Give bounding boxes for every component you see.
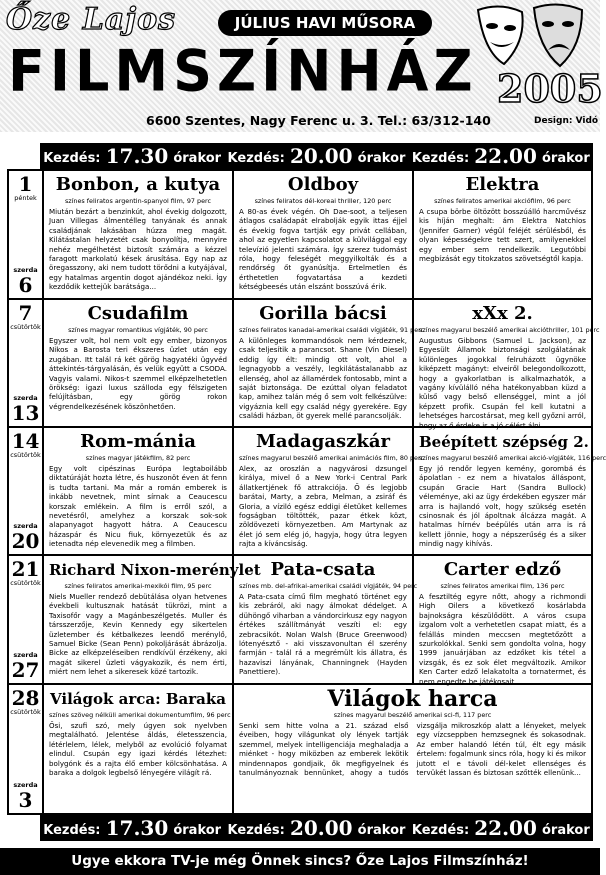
showtime-unit: órakor <box>542 151 590 166</box>
showtime-time: 17.30 <box>105 816 169 840</box>
film-title: Madagaszkár <box>255 431 391 452</box>
film-description: Alex, az oroszlán a nagyvárosi dzsungel királya, mivel ő a New York-i Central Park állatkertjének fő attrakciója. Ő és legjobb barátai, Marty, a zebra, Melman, a zsiráf és Gloria, a víziló egész eddigi életüket kellemes fogságban töltötték, pazar étkek közt, zöldövezeti környezetben. Am Martynak az élet jó sem elég jó, hagyja, hogy útra legyen rajta a kíváncsiság. <box>239 464 407 549</box>
week-row <box>9 685 591 813</box>
film-description: Miután bezárt a benzinkút, ahol évekig dolgozott, Juan Villegas álmentélleg tanyának és annak családjának lakásában húzza meg magát. Kilátástalan helyzetét csak bonyolítja, mennyire nehéz megélhetést biztosít számára a kézzel faragott markolatú kések árusítása. Egy nap az öregasszony, aki nem tudott törődni a kutyájával, egy hatalmas argentin dogot ajándékoz neki. Így kezdődik kettejük barátsága... <box>49 207 227 292</box>
week-row <box>9 556 591 685</box>
showtimes-bar-top <box>40 143 593 169</box>
film-title: Gorilla bácsi <box>259 303 387 324</box>
week-end-weekday: szerda <box>13 781 38 789</box>
film-cell <box>44 171 234 298</box>
film-title: Carter edző <box>443 559 562 580</box>
week-dates <box>9 171 44 298</box>
showtime-label: Kezdés: <box>43 823 101 838</box>
week-start-weekday: csütörtök <box>10 323 41 331</box>
footer-slogan: Ugye ekkora TV-je még Önnek sincs? Őze Lajos Filmszínház! <box>0 848 600 875</box>
film-cell <box>414 428 606 554</box>
month-banner: JÚLIUS HAVI MŰSORA <box>218 10 432 36</box>
film-cell <box>234 300 425 426</box>
showtime-time: 17.30 <box>105 144 169 168</box>
showtime-time: 20.00 <box>289 816 353 840</box>
showtime-label: Kezdés: <box>411 823 470 838</box>
week-end-date: 13 <box>11 401 40 425</box>
week-start-date: 28 <box>11 686 40 710</box>
film-info: színes feliratos amerikai film, 136 perc <box>440 582 565 590</box>
showtime-slot-1 <box>40 143 224 169</box>
week-start-date: 7 <box>18 301 33 325</box>
film-cell <box>234 428 424 554</box>
program-grid <box>7 169 606 815</box>
film-description: Egy jó rendőr legyen kemény, gorombá és ápolatlan - ez nem a hivatalos álláspont, csupán Gracie Hart (Sandra Bullock) véleménye, aki az ügy érdekében egyszer már arra is hajlandó volt, hogy szükség esetén csinosnak és jól ápoltnak álcázza magát. A hatalmas hírnév beépülés után arra is rá kellett jönnie, hogy a népszerűség és a siker mindig nagy kihívás. <box>419 464 586 549</box>
showtime-slot-3 <box>409 815 593 841</box>
showtime-slot-2 <box>224 143 408 169</box>
film-title: Világok arca: Baraka <box>50 690 226 708</box>
showtime-slot-3 <box>409 143 593 169</box>
showtime-slot-2 <box>224 815 408 841</box>
film-title: Beépített szépség 2. <box>419 433 589 451</box>
week-start-weekday: csütörtök <box>10 451 41 459</box>
film-title: Világok harca <box>327 686 498 712</box>
week-end-date: 20 <box>11 529 40 553</box>
week-dates <box>9 685 44 813</box>
week-end-date: 6 <box>18 273 33 297</box>
film-cell <box>414 556 591 686</box>
showtime-label: Kezdés: <box>411 151 470 166</box>
showtime-time: 20.00 <box>289 144 353 168</box>
showtime-label: Kezdés: <box>227 151 285 166</box>
film-title: Bonbon, a kutya <box>55 174 221 195</box>
film-cell <box>234 171 414 298</box>
film-title: Richard Nixon-merénylet <box>49 561 261 579</box>
film-info: színes magyarul beszélő amerikai animációs film, 80 perc <box>239 454 424 462</box>
week-end-weekday: szerda <box>13 522 38 530</box>
film-info: színes feliratos dél-koreai thriller, 120 perc <box>254 197 392 205</box>
week-dates <box>9 300 44 426</box>
brand-name-main: FILMSZÍNHÁZ <box>8 38 478 105</box>
film-cell <box>44 556 261 683</box>
film-info: színes magyar romantikus vígjáték, 90 perc <box>68 326 208 334</box>
film-title: Elektra <box>465 174 540 195</box>
film-description: A csupa börbe öltözött bosszúálló harcművész kis híján meghalt: ám Elektra Natchios (Jennifer Garner) végül feléjét sérülésből, és olyan képességekre tett szert, amilyenekkel egy ember sem rendelkezik. Legutóbbi megbízását egy titokzatos szövetségtől kapja. <box>419 207 586 264</box>
film-description: Egyszer volt, hol nem volt egy ember, bizonyos Nikos a Barosta teri ékszeres üzlet után egy zugában. Itt talál rá két görög hagyatéki ügyvéd áttekintés-tárgyalásán, és velük együtt a CSODA. Vagyis valami. Nikos-t szemmel elképzelhetetlen örökség: igazi luxus szálloda egy félszigeten felújításban, egy görög rokon végrendelkezésének köszönhetően. <box>49 336 227 411</box>
week-dates <box>9 428 44 554</box>
design-credit: Design: Vidó <box>534 116 599 126</box>
film-description: A fesztiltég egyre nőtt, ahogy a richmondi High Oilers a következő kosárlabda bajnokságra készülődött. A város csupa izgalom volt a verhetetlen csapat miatt, és a felállás minden meccsen megtetőzött a szurkolókkal. Senki sem gondolta volna, hogy 1999 januárjában az edzőket kis tétel a vizsgák, és ez sok élet megváltozik. Amikor Ken Carter edző lelakatolta a tornatermet, és nem engedte be játékosait. <box>419 592 586 686</box>
week-end-weekday: szerda <box>13 394 38 402</box>
film-description: A különleges kommandósok nem kérdeznek, csak teljesítik a parancsot. Shane (Vin Diesel) eddig így élt: mindig ott volt, ahol a legnagyobb a veszély, legkilátástalanabb az ellenség, ahol az államérdek fontosabb, mint a saját biztonsága. De ezúttal olyan feladatot kap, amihez talán még ő sem volt felkészülve: vigyáznia kell egy család négy gyerekére. Egy családi házban, öt gyerek mellé parancsolják. <box>239 336 407 421</box>
brand-name-top: Őze Lajos <box>6 2 176 37</box>
week-row <box>9 300 600 430</box>
film-info: színes feliratos argentin-spanyol film, 97 perc <box>64 197 212 205</box>
showtime-unit: órakor <box>542 823 590 838</box>
film-cell-wide <box>234 685 591 813</box>
film-cell <box>44 300 234 426</box>
week-start-weekday: péntek <box>14 194 37 202</box>
week-row <box>9 171 591 300</box>
week-start-weekday: csütörtök <box>10 708 41 716</box>
showtime-unit: órakor <box>357 151 406 166</box>
cinema-address: 6600 Szentes, Nagy Ferenc u. 3. Tel.: 63/312-140 <box>146 113 491 128</box>
film-title: Oldboy <box>287 174 359 195</box>
film-title: xXx 2. <box>472 303 533 324</box>
film-info: színes magyarul beszélő amerikai sci-fi, 117 perc <box>333 711 492 719</box>
film-info: színes magyarul beszélő amerikai akció-vígjáték, 116 perc <box>419 454 606 462</box>
showtime-slot-1 <box>40 815 224 841</box>
showtime-label: Kezdés: <box>43 151 101 166</box>
film-title: Rom-mánia <box>80 431 196 452</box>
week-end-weekday: szerda <box>13 266 38 274</box>
showtime-unit: órakor <box>357 823 406 838</box>
film-cell <box>44 428 234 554</box>
film-info: színes szöveg nélküli amerikai dokumentumfilm, 96 perc <box>49 711 231 719</box>
week-end-date: 3 <box>18 788 33 812</box>
film-cell <box>414 300 600 430</box>
film-cell <box>414 171 591 298</box>
week-start-date: 14 <box>11 429 40 453</box>
film-info: színes magyarul beszélő amerikai akcióthriller, 101 perc <box>419 326 600 334</box>
showtime-label: Kezdés: <box>227 823 285 838</box>
film-info: színes feliratos kanadai-amerikai családi vígjáték, 91 perc <box>239 326 425 334</box>
film-title: Pata-csata <box>270 559 376 580</box>
showtime-time: 22.00 <box>474 816 537 840</box>
film-description: A 80-as évek végén. Oh Dae-soot, a teljesen átlagos családapát elrabolják egyik ittas éjjel és évekig fogva tartják egy privát cellában, ahol az egyetlen kapcsolatot a külvilággal egy televízió jelenti számára. Így szerez tudomást róla, hogy feleségét meggyilkolták és a rendőrség őt gyanúsítja. Értelmetlen és érthetetlen fogvatartása a kezdeti kétségbeesés után elszánt bosszúvá érik. <box>239 207 407 292</box>
program-year: 2005 <box>497 66 603 111</box>
showtime-unit: órakor <box>173 823 222 838</box>
week-dates <box>9 556 44 683</box>
showtime-time: 22.00 <box>474 144 537 168</box>
film-title: Csudafilm <box>87 303 189 324</box>
week-end-weekday: szerda <box>13 651 38 659</box>
film-info: színes feliratos amerikai-mexikói film, 95 perc <box>64 582 212 590</box>
film-cell <box>234 556 418 683</box>
week-start-weekday: csütörtök <box>10 579 41 587</box>
week-row <box>9 428 606 556</box>
week-start-date: 21 <box>11 557 40 581</box>
film-cell <box>44 685 234 813</box>
film-info: színes magyar játékfilm, 82 perc <box>85 454 191 462</box>
theatre-masks-icon <box>470 2 590 72</box>
film-info: színes feliratos amerikai akciófilm, 96 perc <box>434 197 571 205</box>
showtimes-bar-bottom <box>40 815 593 841</box>
showtime-unit: órakor <box>173 151 222 166</box>
film-description: Niels Mueller rendező debütálása olyan hetvenes évekbeli kultusznak hatását tükrözi, mint a Taxisofőr vagy a Magánbeszélgetés. Muller és társszerzője, Kevin Kennedy egy sikertelen üzletember és kétbalkezes leendő merénylő, Samuel Bicke (Sean Penn) pokoljárását ábrázolja. Bicke az elképzeléseiben rendkívül érzékeny, aki magát sikerel üzleti vágyakozik, és nem érti, miért nem lehet a sikeresek közé tartozik. <box>49 592 227 677</box>
film-info: színes mb. del-afrikai-amerikai családi vígjáték, 94 perc <box>239 582 418 590</box>
week-start-date: 1 <box>18 172 33 196</box>
film-description: A Pata-csata című film megható történet egy kis zebráról, aki nagy álmokat dédelget. A dühöngő viharban a vándorcirkusz egy nagyon értékes szállítmányát veszíti el: egy zebracsikót. Nolan Walsh (Bruce Greenwood) lótenyésztő - aki visszavonultan él szerény farmján - talál rá a megrémült kis állatra, és hazaviszi lányának, Channingnek (Hayden Panettiere). <box>239 592 407 677</box>
week-end-date: 27 <box>11 658 40 682</box>
film-description: Ősi, szufi szó, mely úgyen sok nyelvben megtalálható. Jelentése áldás, életesszencia, létérlelem, lélek, melyből az evolúció folyamat elindul. Csupán egy igazi kérdés létezhet: bolygónk és a rajta élő ember kölcsönhatása. A baraka a dolgok legbelső lényegére világít rá. <box>49 721 227 778</box>
film-description: Senki sem hitte volna a 21. század első éveiben, hogy világunkat oly lények tartják szemmel, melyek intelligenciája meghaladja a miénket - hogy miközben az emberek lekötik mindennapos gondjaik, ők megfigyelnek és tanulmányoznak bennünket, ahogy a tudós vizsgálja mikroszkóp alatt a lényeket, melyek egy vízcseppben hemzsegnek és sokasodnak. Az ember halandó létén túl, élt egy másik értelem: fogalmunk sincs róla, hogy ki és mikor jutott el e távoli dél-kelet ellenséges és tervükét lassan és biztosan szőtték ellenünk... <box>239 721 586 778</box>
film-description: Augustus Gibbons (Samuel L. Jackson), az Egyesült Államok biztonsági szolgálatának különleges jogokkal felruházott ügynöke kiképzett magányt: elveiről belegondolkozott, hogy a gyakorlatban is alkalmazhatók, a vagány kívülálló néha hatékonyabban küzd a külső vagy belső ellenséggel, mint a jól képzett profik. Csupán fel kell kutatni a lehetséges harcostársat, meg kell győzni arról, hogy az ő érdeke is a jó célért álni. <box>419 336 586 430</box>
poster-header <box>0 0 603 132</box>
film-description: Egy volt cipészinas Európa legtaboilább diktatúráját hozta létre, és huszonöt éven át fenn is tudta tartani. Ma már a román emberek is inkább nevetnek, mint sírnak a Ceaucescu korszak emlékein. A film is erről szól, a nevetésről, amelyhez a korszak sok-sok alapanyagot hagyott hátra. A Ceaucescu házaspár és Nicu fiuk, környezetük és az ietenadta nép elevenedik meg a filmben. <box>49 464 227 549</box>
